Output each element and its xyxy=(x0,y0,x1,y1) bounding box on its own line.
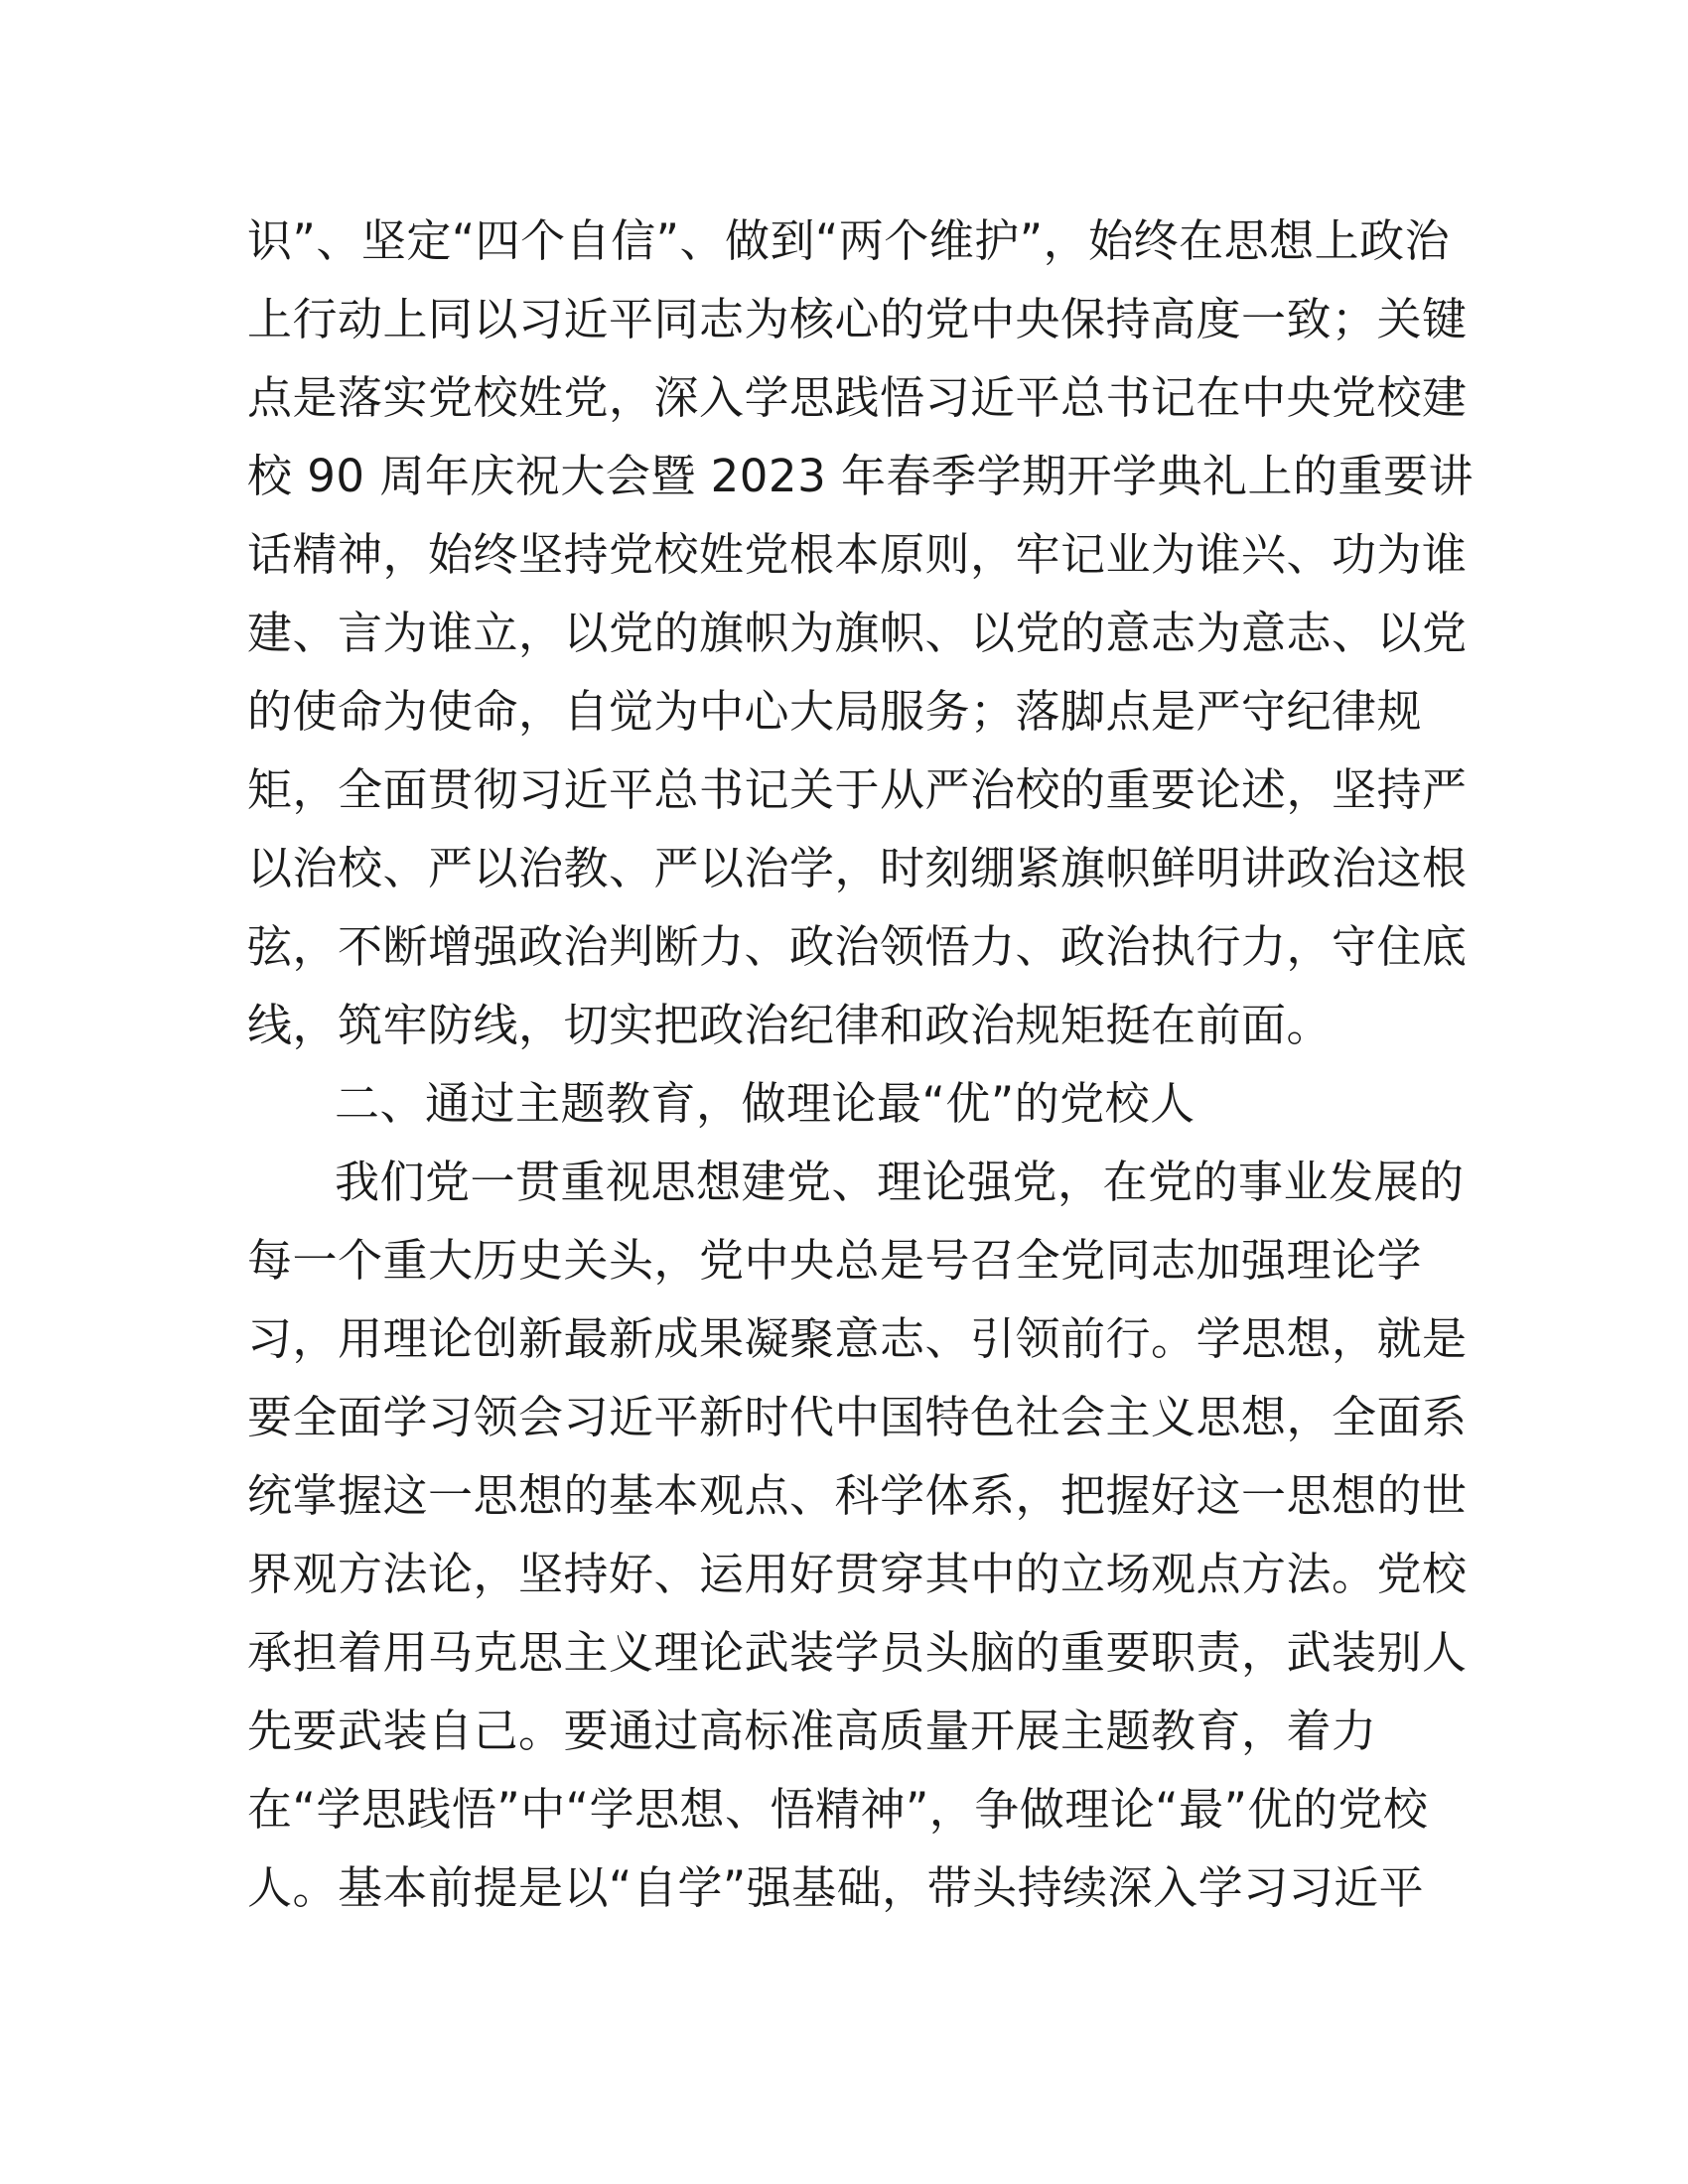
text-line: 建、言为谁立，以党的旗帜为旗帜、以党的意志为意志、以党 xyxy=(247,607,1468,659)
text-line: 矩，全面贯彻习近平总书记关于从严治校的重要论述，坚持严 xyxy=(247,763,1468,816)
text-line: 弦，不断增强政治判断力、政治领悟力、政治执行力，守住底 xyxy=(247,920,1468,973)
section-heading: 二、通过主题教育，做理论最“优”的党校人 xyxy=(335,1077,1196,1130)
text-line: 人。基本前提是以“自学”强基础，带头持续深入学习习近平 xyxy=(247,1861,1425,1914)
text-line: 要全面学习领会习近平新时代中国特色社会主义思想，全面系 xyxy=(247,1391,1468,1443)
text-line: 统掌握这一思想的基本观点、科学体系，把握好这一思想的世 xyxy=(247,1469,1468,1522)
text-line: 承担着用马克思主义理论武装学员头脑的重要职责，武装别人 xyxy=(247,1626,1468,1679)
text-line: 界观方法论，坚持好、运用好贯穿其中的立场观点方法。党校 xyxy=(247,1548,1468,1600)
text-line: 校 90 周年庆祝大会暨 2023 年春季学期开学典礼上的重要讲 xyxy=(247,450,1475,502)
text-line: 识”、坚定“四个自信”、做到“两个维护”，始终在思想上政治 xyxy=(247,214,1451,267)
text-line: 上行动上同以习近平同志为核心的党中央保持高度一致；关键 xyxy=(247,293,1468,345)
text-line: 在“学思践悟”中“学思想、悟精神”，争做理论“最”优的党校 xyxy=(247,1783,1429,1836)
text-line: 习，用理论创新最新成果凝聚意志、引领前行。学思想，就是 xyxy=(247,1312,1468,1365)
text-line: 以治校、严以治教、严以治学，时刻绷紧旗帜鲜明讲政治这根 xyxy=(247,842,1468,894)
text-line: 先要武装自己。要通过高标准高质量开展主题教育，着力 xyxy=(247,1705,1377,1757)
text-line: 我们党一贯重视思想建党、理论强党，在党的事业发展的 xyxy=(335,1156,1465,1208)
body-text xyxy=(247,202,1475,1927)
text-line: 线，筑牢防线，切实把政治纪律和政治规矩挺在前面。 xyxy=(247,999,1333,1051)
text-line: 话精神，始终坚持党校姓党根本原则，牢记业为谁兴、功为谁 xyxy=(247,528,1468,581)
text-line: 的使命为使命，自觉为中心大局服务；落脚点是严守纪律规 xyxy=(247,685,1423,738)
text-line: 点是落实党校姓党，深入学思践悟习近平总书记在中央党校建 xyxy=(247,371,1468,424)
text-line: 每一个重大历史关头，党中央总是号召全党同志加强理论学 xyxy=(247,1234,1423,1287)
